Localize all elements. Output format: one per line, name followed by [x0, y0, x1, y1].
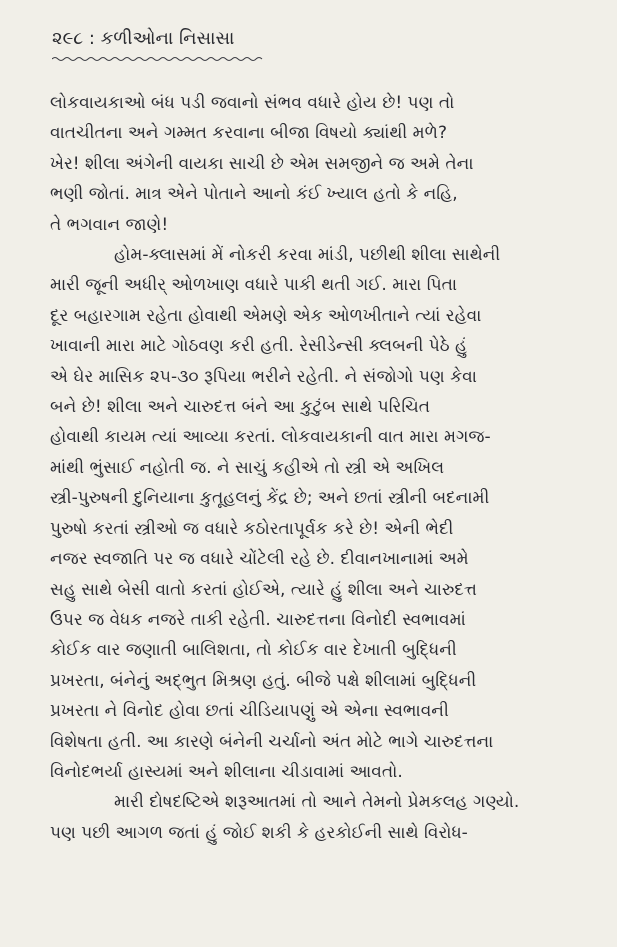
text-line: ભણી જોતાં. માત્ર એને પોતાને આનો કંઈ ખ્યાલ હતો કે નહિ, — [50, 184, 458, 205]
text-line: દૂર બહારગામ રહેતા હોવાથી એમણે એક ઓળખીતાને ત્યાં રહેવા — [50, 305, 482, 326]
text-line: કોઈક વાર જણાતી બાલિશતા, તો કોઈક વાર દેખાતી બુદ્ધિની — [50, 640, 457, 661]
text-line: મારી દોષદષ્ટિએ શરૂઆતમાં તો આને તેમનો પ્રેમકલહ ગણ્યો. — [114, 792, 520, 813]
paragraph — [50, 240, 582, 787]
text-line: પ્રખરતા ને વિનોદ હોવા છતાં ચીડિયાપણું એ એના સ્વભાવની — [50, 701, 449, 722]
text-line: ખાવાની મારા માટે ગોઠવણ કરી હતી. રેસીડેન્સી ક્લબની પેઠે હું — [50, 336, 468, 357]
text-line: વાતચીતના અને ગમ્મત કરવાના બીજા વિષયો ક્યાંથી મળે? — [50, 123, 447, 144]
text-line: ખેર! શીલા અંગેની વાયકા સાચી છે એમ સમજીને જ અમે તેના — [50, 153, 474, 174]
text-line: હોવાથી કાયમ ત્યાં આવ્યા કરતાં. લોકવાયકાની વાત મારા મગજ- — [50, 427, 491, 448]
text-line: હોમ-ક્લાસમાં મેં નોકરી કરવા માંડી, પછીથી શીલા સાથેની — [114, 245, 501, 266]
text-line: બને છે! શીલા અને ચારુદત્ત બંને આ કુટુંબ સાથે પરિચિત — [50, 397, 431, 418]
text-line: પ્રખરતા, બંનેનું અદ્ભુત મિશ્રણ હતું. બીજે પક્ષે શીલામાં બુદ્ધિની — [50, 670, 477, 691]
text-line: લોકવાયકાઓ બંધ પડી જવાનો સંભવ વધારે હોય છે! પણ તો — [50, 93, 455, 113]
decorative-wavy-rule — [52, 56, 264, 62]
text-line: એ ઘેર માસિક ૨૫-૩૦ રૂપિયા ભરીને રહેતી. ને સંજોગો પણ કેવા — [50, 366, 477, 387]
paragraph — [50, 787, 582, 848]
book-title: કળીઓના નિસાસા — [100, 28, 235, 49]
running-header — [52, 28, 234, 49]
text-line: વિનોદભર્યા હાસ્યમાં અને શીલાના ચીડાવામાં આવતો. — [50, 761, 403, 782]
page-number: ૨૯૮ — [52, 28, 84, 49]
text-line: માંથી ભુંસાઈ નહોતી જ. ને સાચું કહીએ તો સ્ત્રી એ અખિલ — [50, 457, 445, 478]
text-line: ઉપર જ વેધક નજરે તાકી રહેતી. ચારુદત્તના વિનોદી સ્વભાવમાં — [50, 609, 466, 630]
paragraph — [50, 88, 582, 240]
text-line: પુરુષો કરતાં સ્ત્રીઓ જ વધારે કઠોરતાપૂર્વક કરે છે! એની ભેદી — [50, 518, 454, 539]
text-line: તે ભગવાન જાણે! — [50, 214, 169, 235]
text-line: મારી જૂની અધીર્ ઓળખાણ વધારે પાકી થતી ગઈ. મારા પિતા — [50, 275, 458, 296]
text-line: સહુ સાથે બેસી વાતો કરતાં હોઈએ, ત્યારે હું શીલા અને ચારુદત્ત — [50, 579, 477, 600]
text-line: નજર સ્વજાતિ પર જ વધારે ચોંટેલી રહે છે. દીવાનખાનામાં અમે — [50, 549, 469, 570]
text-line: પણ પછી આગળ જતાં હું જોઈ શકી કે હરકોઈની સાથે વિરોધ- — [50, 822, 468, 843]
header-separator: : — [88, 28, 95, 49]
text-line: વિશેષતા હતી. આ કારણે બંનેની ચર્ચાનો અંત મોટે ભાગે ચારુદત્તના — [50, 731, 494, 752]
body-text — [50, 88, 582, 848]
text-line: સ્ત્રી-પુરુષની દુનિયાના કુતૂહલનું કેંદ્ર છે; અને છતાં સ્ત્રીની બદનામી — [50, 488, 490, 509]
